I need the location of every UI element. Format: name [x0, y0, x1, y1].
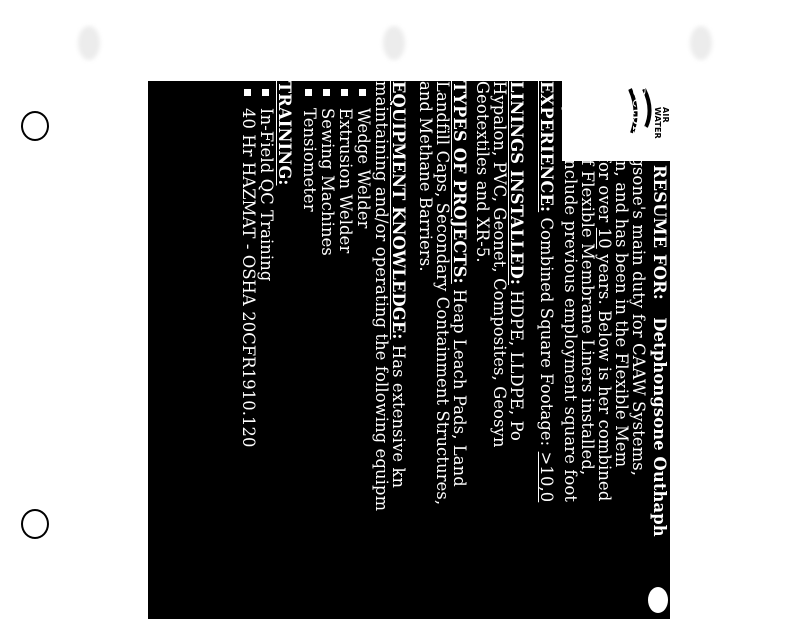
training-item: 40 Hr HAZMAT - OSHA 20CFR1910.120: [239, 87, 256, 619]
equipment-item: Sewing Machines: [318, 87, 335, 619]
scan-dot: [648, 587, 668, 613]
bullet-icon: [263, 89, 270, 96]
bullet-icon: [306, 89, 313, 96]
training-heading: TRAINING:: [275, 81, 294, 186]
projects-line: Landfill Caps, Secondary Containment Structures,: [433, 81, 452, 506]
training-item: In-Field QC Training: [257, 87, 274, 619]
scan-smudge: [690, 26, 712, 60]
equipment-line: maintaining and/or operating the following equipm: [372, 81, 391, 512]
binder-hole-bottom: [21, 509, 49, 539]
binder-hole-top: [21, 111, 49, 141]
equipment-line: EQUIPMENT KNOWLEDGE: Has extensive kn: [389, 81, 408, 489]
intro-line: industry for over 10 years. Below is her combined: [595, 81, 614, 502]
equipment-item: Wedge Welder: [354, 87, 371, 619]
intro-line: footage of Flexible Membrane Liners installed,: [578, 81, 597, 476]
resume-heading: RESUME FOR: Detphongsone Outhaph: [650, 165, 669, 537]
bullet-icon: [245, 89, 252, 96]
rotated-document: [148, 81, 670, 619]
candidate-name: Detphongsone Outhaph: [650, 317, 669, 537]
linings-line: LININGS INSTALLED: HDPE, LLDPE, Po: [507, 81, 526, 442]
scan-smudge: [383, 26, 405, 60]
equipment-item: Tensiometer: [300, 87, 317, 619]
logo-text: AIR WATER: [652, 107, 670, 139]
bullet-icon: [324, 89, 331, 96]
bullet-icon: [342, 89, 349, 96]
projects-line: and Methane Barriers.: [416, 81, 435, 272]
scan-smudge: [78, 26, 100, 60]
intro-line: Detphongsone's main duty for CAAW Systems,: [629, 85, 648, 477]
resume-page: [148, 81, 670, 619]
linings-line: Geotextiles and XR-5.: [473, 81, 492, 263]
projects-line: TYPES OF PROJECTS: Heap Leach Pads, Land: [450, 81, 469, 487]
equipment-item: Extrusion Welder: [336, 87, 353, 619]
intro-line: Technician, and has been in the Flexible Mem: [612, 81, 631, 468]
linings-line: Hypalon, PVC, Geonet, Composites, Geosyn: [490, 81, 509, 448]
intro-line: may not include previous employment square foot: [561, 81, 580, 503]
bullet-icon: [360, 89, 367, 96]
experience-line: EXPERIENCE: Combined Square Footage: >10,0: [537, 81, 556, 503]
